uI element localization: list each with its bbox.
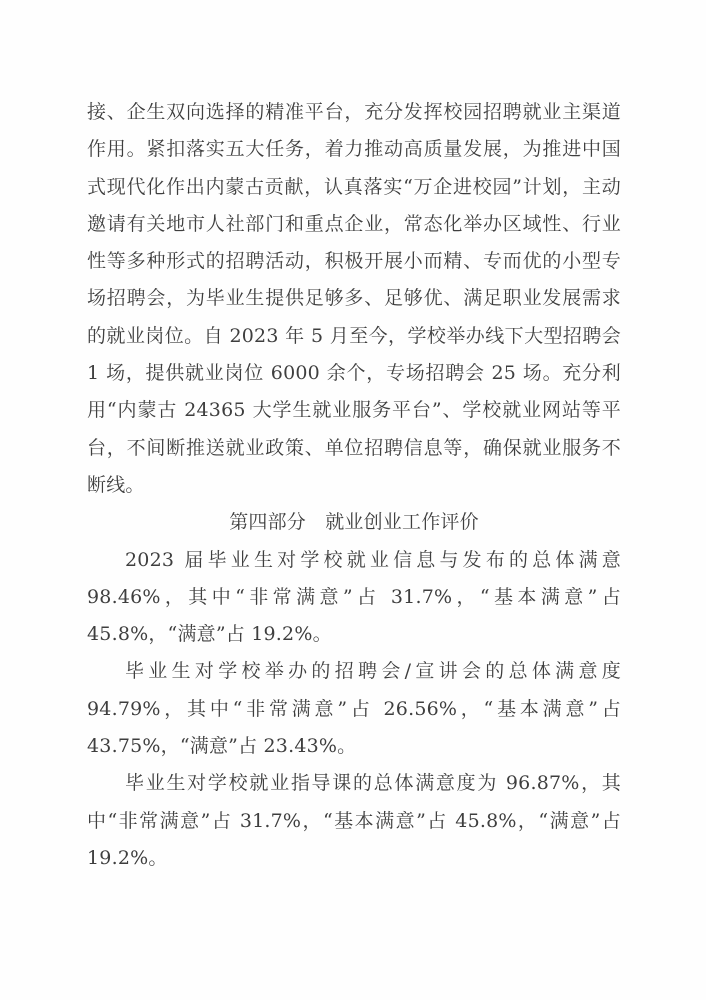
paragraph-info-satisfaction: 2023 届毕业生对学校就业信息与发布的总体满意 98.46%，其中“非常满意”占 31.7%，“基本满意”占 45.8%，“满意”占 19.2%。 (87, 548, 621, 646)
section-heading-part4: 第四部分 就业创业工作评价 (229, 511, 479, 534)
document-body (87, 94, 621, 877)
paragraph-course-satisfaction: 毕业生对学校就业指导课的总体满意度为 96.87%，其中“非常满意”占 31.7%，“基本满意”占 45.8%，“满意”占 19.2%。 (87, 772, 621, 869)
paragraph-fair-satisfaction: 毕业生对学校举办的招聘会/宣讲会的总体满意度 94.79%，其中“非常满意”占 26.56%，“基本满意”占 43.75%，“满意”占 23.43%。 (87, 660, 621, 758)
paragraph-recruitment-work: 接、企生双向选择的精准平台，充分发挥校园招聘就业主渠道作用。紧扣落实五大任务，着力推动高质量发展，为推进中国式现代化作出内蒙古贡献，认真落实“万企进校园”计划，主动邀请有关地市人社部门和重点企业，常态化举办区域性、行业性等多种形式的招聘活动，积极开展小而精、专而优的小型专场招聘会，为毕业生提供足够多、足够优、满足职业发展需求的就业岗位。自 2023 年 5 月至今，学校举办线下大型招聘会 1 场，提供就业岗位 6000 余个，专场招聘会 25 场。充分利用“内蒙古 24365 大学生就业服务平台”、学校就业网站等平台，不间断推送就业政策、单位招聘信息等，确保就业服务不断线。 (87, 101, 621, 496)
